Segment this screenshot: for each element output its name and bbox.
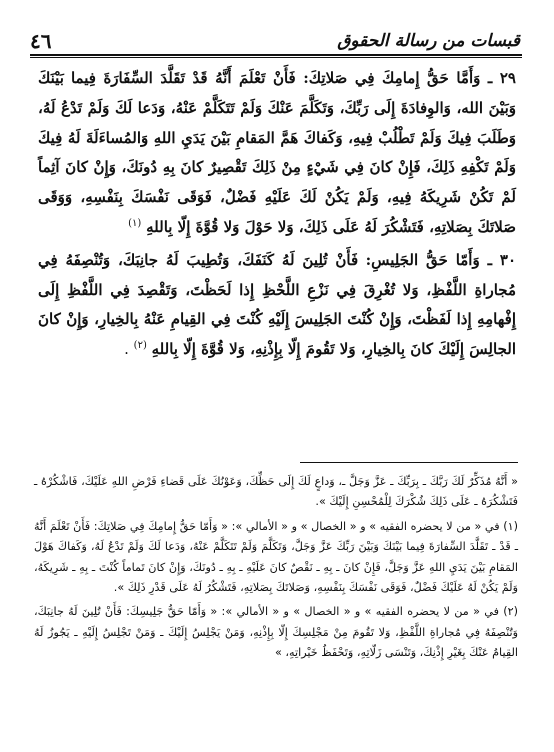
paragraph-29-heading: ٢٩ ـ وَأَمَّا حَقُّ إِمامِكَ فِي صَلاتِكَ: فَأَنْ تَعْلَمَ أَنَّهُ قَدْ تَقَلَّدَ السِّفَارَةَ فِيما <box>70 69 516 87</box>
footnote-1: (١) في « من لا يحضره الفقيه » و « الخصال » و « الأمالي »: « وَأَمّا حَقُّ إِمامِكَ فِي صَلاتِكَ: فَأَنْ تَعْلَمَ أَنَّهُ ـ قَدْ ـ تَقَلَّدَ السِّفارَةَ فِيما بَيْنَكَ وَبَيْنَ رَبِّكَ عَزَّ وَجَلَّ، وَتَكَلَّمَ وَلَمْ تَتَكَلَّمْ عَنْهُ، وَدَعا لَكَ وَلَمْ تَدْعُ لَهُ، وَكَفاكَ هَوْلَ المَقامِ بَيْنَ يَدَيِ اللهِ عَزَّ وَجَلَّ، فَإِنْ كانَ ـ بِهِ ـ نَقْصٌ كانَ عَلَيْهِ ـ بِهِ ـ دُونَكَ، وَإِنْ كانَ تَماماً كُنْتَ ـ بِهِ ـ شَرِيكَهُ، وَلَمْ يَكُنْ لَهُ عَلَيْكَ فَضْلٌ، فَوَقَى نَفْسَكَ بِنَفْسِهِ، وَصَلاتَكَ بِصَلاتِهِ، فَتَشْكُرُ لَهُ عَلَى قَدْرِ ذَلِكَ ». <box>34 519 518 595</box>
paragraph-30-body: فَأَنْ تُلِينَ لَهُ كَنَفَكَ، وَتُطِيبَ لَهُ جانِبَكَ، وَتُنْصِفَهُ فِي مُجاراةِ اللَّفْظِ، وَلا تُغْرِقَ فِي نَزْعِ اللَّحْظِ إِذا لَحَظْتَ، وَتَقْصِدَ فِي اللَّفْظِ إِلَى إِفْهامِهِ إِذا لَفَظْتَ، وَإِنْ كُنْتَ الجَلِيسَ إِلَيْهِ كُنْتَ فِي القِيامِ عَنْهُ بِالخِيارِ، وَإِنْ كانَ الجالِسَ إِلَيْكَ كانَ بِالخِيارِ، وَلا تَقُومَ إِلّا بِإِذْنِهِ، وَلا قُوَّةَ إِلّا بِاللهِ <box>38 250 516 359</box>
header-rule-thin <box>30 57 522 58</box>
paragraph-29 <box>38 64 516 243</box>
footnote-2: (٢) في « من لا يحضره الفقيه » و « الخصال » و « الأمالي »: « وَأَمّا حَقُّ جَلِيسِكَ: فَأَنْ تُلِينَ لَهُ جانِبَكَ، وَتُنْصِفَهُ فِي مُجاراةِ اللَّفْظِ، وَلا تَقُومَ مِنْ مَجْلِسِكَ إِلّا بِإِذْنِهِ، وَمَنْ يَجْلِسُ إِلَيْكَ ـ وَمَنْ تَجْلِسُ إِلَيْهِ ـ يَجُوزُ لَهُ القِيامُ عَنْكَ بِغَيْرِ إِذْنِكَ، وَتَنْسَى زَلّاتِهِ، وَتَحْفَظُ خَيْراتِهِ، » <box>34 605 518 660</box>
paragraph-30 <box>38 246 516 365</box>
footnote-ref-2[interactable]: (٢) <box>133 340 147 352</box>
header-rule <box>30 54 522 56</box>
footnotes <box>34 472 518 668</box>
footnote-rule <box>300 462 518 463</box>
paragraph-29-body: بَيْنَكَ وَبَيْنَ الله، وَالوِفادَةَ إِلَى رَبِّكَ، وَتَكَلَّمَ عَنْكَ وَلَمْ تَتَكَلَّمْ عَنْهُ، وَدَعا لَكَ وَلَمْ تَدْعُ لَهُ، وَطَلَبَ فِيكَ وَلَمْ تَطْلُبْ فِيهِ، وَكَفاكَ هَمَّ المَقامِ بَيْنَ يَدَيِ اللهِ وَالمُساءَلَةَ لَهُ فِيكَ وَلَمْ تَكْفِهِ ذَلِكَ، فَإِنْ كانَ فِي شَيْءٍ مِنْ ذَلِكَ تَقْصِيرٌ كانَ بِهِ دُونَكَ، وَإِنْ كانَ آثِماً لَمْ تَكُنْ شَرِيكَهُ فِيهِ، وَلَمْ يَكُنْ لَكَ عَلَيْهِ فَضْلٌ، فَوَقَى نَفْسَكَ بِنَفْسِهِ، وَوَقَى صَلاتَكَ بِصَلاتِهِ، فَتَشْكُرَ لَهُ عَلَى ذَلِكَ، وَلا حَوْلَ وَلا قُوَّةَ إِلّا بِاللهِ <box>38 69 516 236</box>
footnote-continuation: « أَنَّهُ مُذَكِّرٌ لَكَ رَبَّكَ ـ بِرَبِّكَ ـ عَزَّ وَجَلَّ ـ، وَداعٍ لَكَ إِلَى حَظِّكَ، وَعَوْنُكَ عَلَى قَضاءِ فَرْضِ اللهِ عَلَيْكَ، فَاشْكُرْهُ ـ فَتَشْكُرَهُ ـ عَلَى ذَلِكَ شُكْرَكَ لِلْمُحْسِنِ إِلَيْكَ ». <box>34 475 518 509</box>
page-number: ٤٦ <box>30 29 52 53</box>
paragraph-30-heading: ٣٠ ـ وَأَمّا حَقُّ الجَلِيسِ: <box>365 250 517 269</box>
running-title: قبسات من رسالة الحقوق <box>337 31 520 51</box>
footnote-ref-1[interactable]: (١) <box>128 217 142 229</box>
main-text <box>38 64 516 368</box>
paragraph-30-end: . <box>124 340 129 359</box>
page-header <box>30 20 520 54</box>
